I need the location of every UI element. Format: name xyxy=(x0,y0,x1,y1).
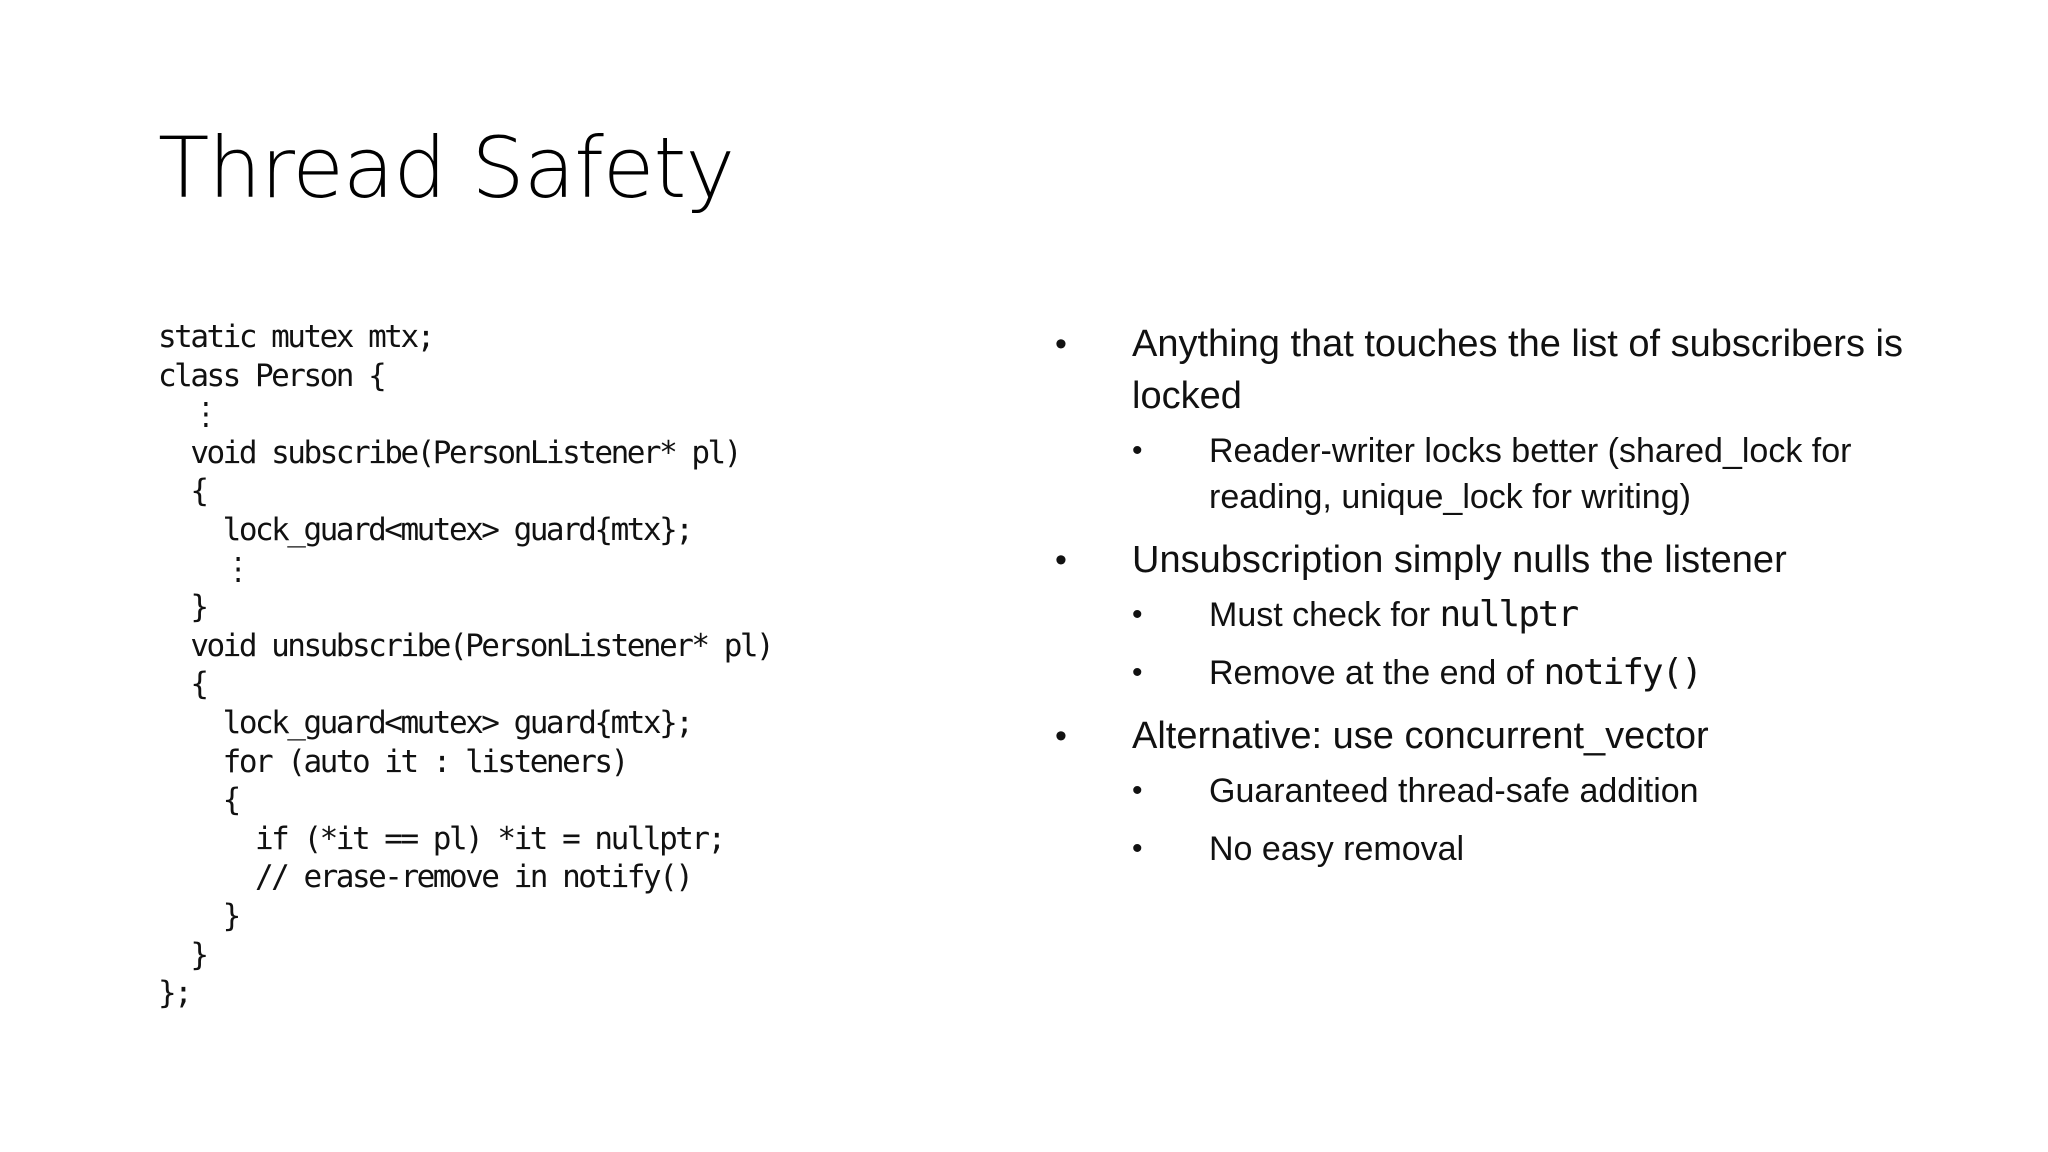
code-line: lock_guard<mutex> guard{mtx}; xyxy=(158,511,692,548)
bullet-text: Alternative: use concurrent_vector xyxy=(1132,715,1709,757)
code-line: void unsubscribe(PersonListener* pl) xyxy=(158,627,773,664)
code-line: { xyxy=(158,782,239,819)
code-block xyxy=(158,318,772,1013)
code-line: if (*it == pl) *it = nullptr; xyxy=(158,820,724,857)
bullet-item xyxy=(1055,710,1975,872)
sub-bullet-text: Must check for xyxy=(1209,596,1440,634)
sub-bullet-list xyxy=(1132,592,1975,696)
code-line: { xyxy=(158,473,207,510)
bullet-dot-icon: • xyxy=(1055,541,1067,579)
bullet-dot-icon: • xyxy=(1132,434,1143,467)
code-line: } xyxy=(158,589,207,626)
code-line: lock_guard<mutex> guard{mtx}; xyxy=(158,704,692,741)
code-line: { xyxy=(158,666,207,703)
inline-code: notify() xyxy=(1543,652,1701,693)
code-line: // erase-remove in notify() xyxy=(158,859,692,896)
sub-bullet-item xyxy=(1132,428,1975,520)
code-line: } xyxy=(158,897,239,934)
bullet-dot-icon: • xyxy=(1132,774,1143,807)
bullet-dot-icon: • xyxy=(1132,656,1143,689)
sub-bullet-list xyxy=(1132,768,1975,872)
sub-bullet-item xyxy=(1132,592,1975,638)
bullet-text: Unsubscription simply nulls the listener xyxy=(1132,539,1787,581)
sub-bullet-text: Remove at the end of xyxy=(1209,654,1544,692)
code-line: } xyxy=(158,936,207,973)
code-line: class Person { xyxy=(158,357,385,394)
code-line: ⋮ xyxy=(158,550,252,587)
code-line: for (auto it : listeners) xyxy=(158,743,627,780)
code-line: void subscribe(PersonListener* pl) xyxy=(158,434,740,471)
code-line: static mutex mtx; xyxy=(158,319,433,355)
bullet-dot-icon: • xyxy=(1055,717,1067,755)
code-line: ⋮ xyxy=(158,396,219,433)
slide-title: Thread Safety xyxy=(158,119,735,217)
sub-bullet-item xyxy=(1132,768,1975,814)
sub-bullet-item xyxy=(1132,650,1975,696)
bullet-dot-icon: • xyxy=(1055,325,1067,363)
sub-bullet-text: Guaranteed thread-safe addition xyxy=(1209,772,1699,810)
sub-bullet-item xyxy=(1132,826,1975,872)
bullet-item xyxy=(1055,318,1975,520)
code-line: }; xyxy=(158,975,191,1012)
sub-bullet-text: Reader-writer locks better (shared_lock for reading, unique_lock for writing) xyxy=(1209,432,1852,516)
bullet-dot-icon: • xyxy=(1132,598,1143,631)
bullet-text: Anything that touches the list of subscribers is locked xyxy=(1132,323,1903,417)
sub-bullet-list xyxy=(1132,428,1975,520)
inline-code: nullptr xyxy=(1439,594,1578,635)
bullet-list xyxy=(1055,318,1975,884)
sub-bullet-text: No easy removal xyxy=(1209,830,1465,868)
bullet-dot-icon: • xyxy=(1132,832,1143,865)
bullet-item xyxy=(1055,534,1975,696)
